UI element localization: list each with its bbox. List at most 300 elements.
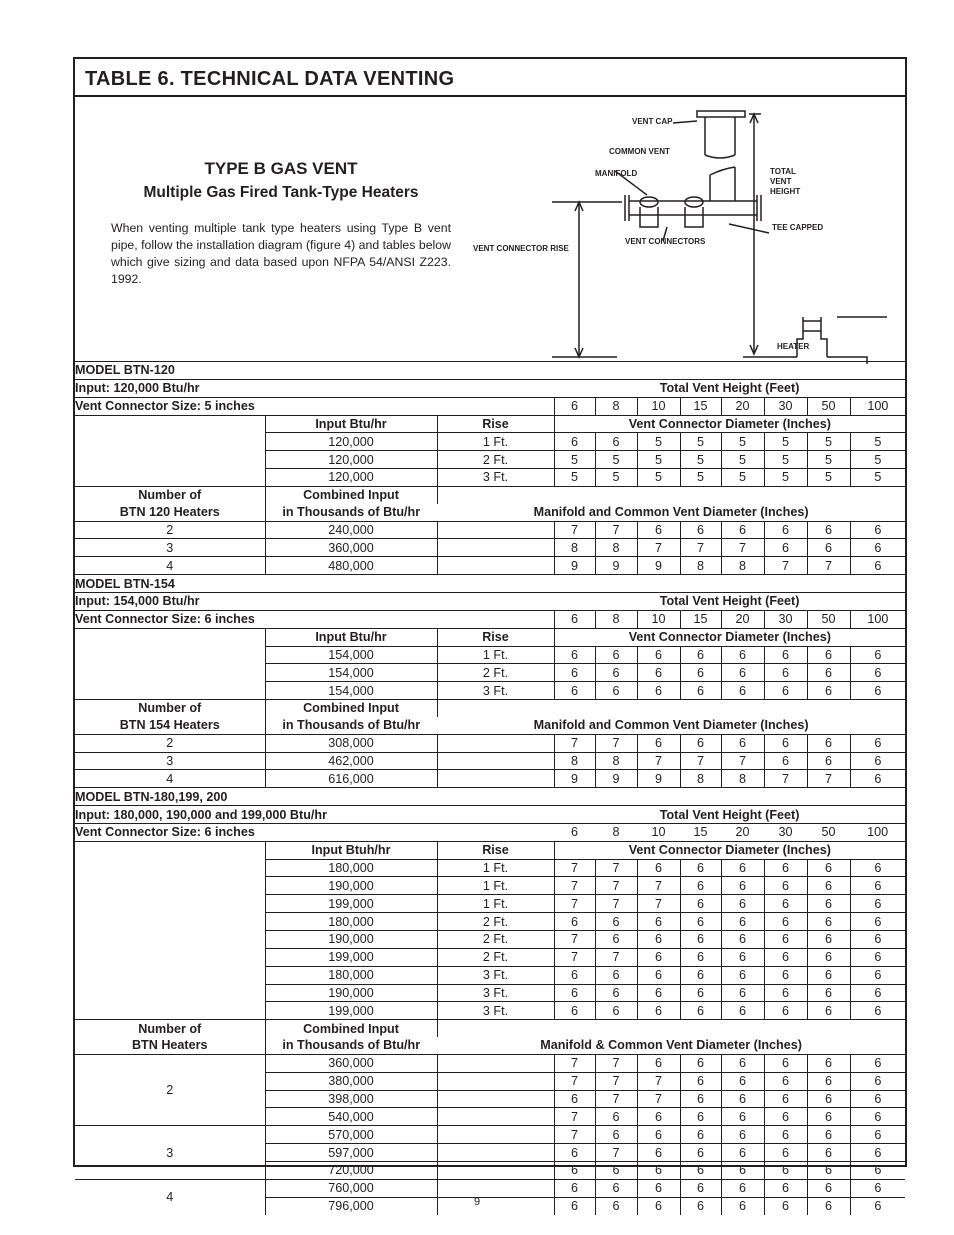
diameter-value: 5: [554, 451, 595, 469]
diameter-value: 7: [554, 521, 595, 539]
diameter-value: 6: [554, 1002, 595, 1020]
label-total-vent-height-3: HEIGHT: [770, 187, 801, 196]
diameter-value: 5: [721, 433, 764, 451]
heater-count: 3: [75, 1126, 265, 1180]
input-value: 190,000: [265, 984, 437, 1002]
diameter-value: 6: [637, 1179, 680, 1197]
diameter-value: 6: [637, 1108, 680, 1126]
input-value: 199,000: [265, 1002, 437, 1020]
intro-subheading: Multiple Gas Fired Tank-Type Heaters: [143, 184, 419, 201]
combined-label-line2: in Thousands of Btu/hr: [265, 1037, 437, 1054]
diameter-value: 7: [554, 877, 595, 895]
manifold-header-row: [75, 1037, 905, 1054]
diameter-value: 6: [764, 1161, 807, 1179]
blank-cell: [437, 1179, 554, 1197]
diameter-value: 6: [637, 1144, 680, 1162]
manifold-header-row: [75, 700, 905, 717]
diameter-value: 6: [637, 646, 680, 664]
combined-input-value: 796,000: [265, 1197, 437, 1214]
diameter-value: 6: [764, 646, 807, 664]
height-header: 50: [807, 823, 850, 841]
height-header: 10: [637, 823, 680, 841]
diameter-value: 6: [721, 1054, 764, 1072]
diameter-value: 6: [595, 664, 637, 682]
diameter-value: 6: [850, 734, 905, 752]
label-total-vent-height-1: TOTAL: [770, 167, 796, 176]
manifold-header-row: [75, 486, 905, 503]
height-header: 100: [850, 823, 905, 841]
diameter-value: 6: [764, 1108, 807, 1126]
diameter-value: 7: [764, 770, 807, 788]
diameter-value: 6: [764, 877, 807, 895]
diameter-value: 6: [721, 966, 764, 984]
height-header: 50: [807, 397, 850, 415]
diameter-value: 6: [680, 1108, 721, 1126]
height-header: 8: [595, 397, 637, 415]
diameter-value: 7: [595, 1072, 637, 1090]
diameter-value: 6: [595, 1126, 637, 1144]
diameter-value: 6: [595, 1161, 637, 1179]
diameter-value: 8: [680, 557, 721, 575]
diameter-value: 6: [807, 1197, 850, 1214]
height-header: 20: [721, 823, 764, 841]
height-header: 30: [764, 823, 807, 841]
diameter-value: 6: [595, 682, 637, 700]
heater-count: 4: [75, 1179, 265, 1214]
input-row: [75, 806, 905, 824]
heater-count: 3: [75, 539, 265, 557]
diameter-value: 8: [595, 539, 637, 557]
rise-value: 2 Ft.: [437, 931, 554, 949]
diameter-value: 6: [637, 1054, 680, 1072]
diameter-value: 7: [595, 1090, 637, 1108]
total-vent-height-label: Total Vent Height (Feet): [554, 806, 905, 824]
diameter-value: 6: [637, 859, 680, 877]
diameter-value: 6: [850, 948, 905, 966]
input-value: 120,000: [265, 469, 437, 487]
diameter-value: 6: [764, 734, 807, 752]
manifold-header-row: [75, 717, 905, 734]
diameter-value: 6: [721, 913, 764, 931]
diameter-value: 6: [764, 984, 807, 1002]
column-header-row: [75, 628, 905, 646]
diameter-value: 6: [850, 1126, 905, 1144]
model-input: Input: 180,000, 190,000 and 199,000 Btu/hr: [75, 806, 554, 824]
diameter-value: 6: [721, 1108, 764, 1126]
diameter-value: 6: [807, 1161, 850, 1179]
combined-label-line1: Combined Input: [265, 486, 437, 503]
venting-data-table: [75, 361, 905, 1215]
total-vent-height-label: Total Vent Height (Feet): [554, 379, 905, 397]
connector-size-row: [75, 610, 905, 628]
diameter-value: 6: [721, 931, 764, 949]
diameter-value: 6: [680, 664, 721, 682]
diameter-value: 9: [637, 557, 680, 575]
input-value: 180,000: [265, 966, 437, 984]
diameter-value: 5: [637, 469, 680, 487]
diameter-value: 6: [680, 895, 721, 913]
rise-header: Rise: [437, 628, 554, 646]
combined-input-value: 240,000: [265, 521, 437, 539]
height-header: 50: [807, 610, 850, 628]
diameter-value: 6: [721, 682, 764, 700]
label-vent-connector-rise: VENT CONNECTOR RISE: [473, 244, 569, 253]
common-vent-pipe: [705, 117, 735, 155]
vent-connector-diameter-header: Vent Connector Diameter (Inches): [554, 415, 905, 433]
manifold-header-row: [75, 504, 905, 521]
connector-size: Vent Connector Size: 6 inches: [75, 610, 554, 628]
input-value: 180,000: [265, 913, 437, 931]
diameter-value: 6: [764, 521, 807, 539]
connector-size: Vent Connector Size: 6 inches: [75, 823, 554, 841]
manifold-pipe: [629, 201, 757, 215]
diameter-value: 6: [595, 433, 637, 451]
diameter-value: 7: [721, 539, 764, 557]
combined-label-line2: in Thousands of Btu/hr: [265, 504, 437, 521]
manifold-diameter-header: Manifold & Common Vent Diameter (Inches): [540, 1038, 802, 1053]
diameter-value: 6: [764, 913, 807, 931]
diameter-value: 6: [807, 913, 850, 931]
diameter-value: 5: [595, 451, 637, 469]
height-header: 6: [554, 397, 595, 415]
number-label-line1: Number of: [75, 700, 265, 717]
diameter-value: 6: [850, 1197, 905, 1214]
diameter-value: 6: [721, 984, 764, 1002]
diameter-value: 7: [554, 1054, 595, 1072]
input-value: 154,000: [265, 682, 437, 700]
diameter-value: 5: [721, 469, 764, 487]
diameter-value: 5: [850, 433, 905, 451]
diameter-value: 6: [721, 1179, 764, 1197]
height-header: 10: [637, 397, 680, 415]
height-header: 6: [554, 610, 595, 628]
rise-value: 2 Ft.: [437, 913, 554, 931]
diameter-value: 6: [807, 682, 850, 700]
model-name: MODEL BTN-180,199, 200: [75, 788, 905, 806]
diameter-value: 5: [764, 469, 807, 487]
diameter-value: 5: [680, 451, 721, 469]
height-header: 15: [680, 397, 721, 415]
page-number: 9: [473, 1196, 481, 1208]
blank-cell: [437, 1108, 554, 1126]
diameter-value: 6: [680, 966, 721, 984]
diameter-value: 6: [680, 1144, 721, 1162]
diameter-value: 6: [850, 752, 905, 770]
label-total-vent-height-2: VENT: [770, 177, 792, 186]
column-header-row: [75, 841, 905, 859]
height-header: 8: [595, 610, 637, 628]
diameter-value: 6: [554, 966, 595, 984]
diameter-value: 6: [721, 734, 764, 752]
diameter-value: 7: [680, 752, 721, 770]
diameter-value: 5: [637, 433, 680, 451]
venting-diagram: [467, 99, 907, 364]
diameter-value: 6: [807, 1054, 850, 1072]
diameter-value: 6: [721, 664, 764, 682]
manifold-data-row: [75, 1054, 905, 1072]
input-value: 190,000: [265, 931, 437, 949]
rise-value: 3 Ft.: [437, 1002, 554, 1020]
diameter-value: 6: [850, 984, 905, 1002]
combined-input-value: 360,000: [265, 539, 437, 557]
number-label-line1: Number of: [75, 1020, 265, 1037]
diameter-value: 6: [764, 1072, 807, 1090]
diameter-value: 6: [850, 1002, 905, 1020]
diameter-value: 7: [764, 557, 807, 575]
blank-cell: [437, 1020, 905, 1037]
diameter-value: 6: [680, 1002, 721, 1020]
diameter-value: 6: [721, 1161, 764, 1179]
blank-cell: [437, 521, 554, 539]
diameter-value: 6: [764, 1002, 807, 1020]
diameter-value: 6: [595, 1179, 637, 1197]
input-value: 199,000: [265, 895, 437, 913]
diameter-value: 6: [595, 1197, 637, 1214]
heater-count: 2: [75, 734, 265, 752]
rise-value: 3 Ft.: [437, 682, 554, 700]
combined-input-value: 308,000: [265, 734, 437, 752]
diameter-value: 6: [595, 913, 637, 931]
blank-cell: [437, 1161, 554, 1179]
vent-connector-diameter-header: Vent Connector Diameter (Inches): [554, 841, 905, 859]
rise-value: 1 Ft.: [437, 859, 554, 877]
diameter-value: 7: [554, 948, 595, 966]
diameter-value: 6: [764, 1054, 807, 1072]
rise-value: 2 Ft.: [437, 664, 554, 682]
diameter-value: 7: [807, 770, 850, 788]
diameter-value: 6: [764, 1197, 807, 1214]
blank-cell: [75, 841, 265, 1019]
blank-cell: [437, 1072, 554, 1090]
heater-count: 3: [75, 752, 265, 770]
combined-input-value: 462,000: [265, 752, 437, 770]
input-value: 199,000: [265, 948, 437, 966]
input-value: 190,000: [265, 877, 437, 895]
diameter-value: 6: [764, 966, 807, 984]
diameter-value: 7: [637, 539, 680, 557]
label-heater: HEATER: [777, 342, 810, 351]
diameter-value: 6: [554, 1179, 595, 1197]
diameter-value: 5: [807, 469, 850, 487]
diameter-value: 7: [595, 877, 637, 895]
diameter-value: 7: [595, 948, 637, 966]
diameter-value: 6: [807, 1126, 850, 1144]
diameter-value: 6: [680, 1179, 721, 1197]
diameter-value: 6: [850, 664, 905, 682]
diameter-value: 6: [807, 664, 850, 682]
diameter-value: 6: [850, 682, 905, 700]
diameter-value: 7: [637, 895, 680, 913]
height-header: 100: [850, 397, 905, 415]
diameter-value: 6: [721, 859, 764, 877]
model-input: Input: 154,000 Btu/hr: [75, 592, 554, 610]
diameter-value: 6: [807, 895, 850, 913]
diameter-value: 6: [721, 1197, 764, 1214]
diameter-value: 6: [764, 1179, 807, 1197]
diameter-value: 6: [850, 1054, 905, 1072]
diameter-value: 7: [554, 734, 595, 752]
intro-section: [111, 159, 451, 288]
diameter-value: 6: [764, 752, 807, 770]
label-vent-cap: VENT CAP: [632, 117, 673, 126]
label-tee-capped: TEE CAPPED: [772, 223, 824, 232]
diameter-value: 6: [807, 539, 850, 557]
diameter-value: 6: [680, 646, 721, 664]
diameter-value: 6: [850, 1179, 905, 1197]
diameter-value: 6: [637, 984, 680, 1002]
diameter-value: 5: [721, 451, 764, 469]
diameter-value: 6: [807, 984, 850, 1002]
diameter-value: 6: [807, 1090, 850, 1108]
diameter-value: 6: [807, 1179, 850, 1197]
diameter-value: 7: [554, 859, 595, 877]
diameter-value: 6: [764, 1126, 807, 1144]
diameter-value: 6: [680, 682, 721, 700]
table-frame: [73, 57, 907, 1214]
diameter-value: 6: [680, 521, 721, 539]
diameter-value: 6: [637, 682, 680, 700]
diameter-value: 7: [595, 895, 637, 913]
diameter-value: 6: [680, 877, 721, 895]
diameter-value: 5: [764, 451, 807, 469]
height-header: 15: [680, 823, 721, 841]
diameter-value: 8: [721, 770, 764, 788]
input-btu-header: Input Btuh/hr: [265, 841, 437, 859]
diameter-value: 6: [680, 984, 721, 1002]
combined-input-value: 380,000: [265, 1072, 437, 1090]
diameter-value: 6: [637, 1126, 680, 1144]
diameter-value: 6: [764, 931, 807, 949]
diameter-value: 7: [595, 1054, 637, 1072]
diameter-value: 9: [595, 557, 637, 575]
manifold-data-row: [75, 752, 905, 770]
combined-input-value: 360,000: [265, 1054, 437, 1072]
diameter-value: 6: [850, 1144, 905, 1162]
height-header: 15: [680, 610, 721, 628]
blank-cell: [437, 770, 554, 788]
blank-cell: [437, 557, 554, 575]
diameter-value: 6: [807, 948, 850, 966]
vent-connector-diameter-header: Vent Connector Diameter (Inches): [554, 628, 905, 646]
blank-cell: [437, 1090, 554, 1108]
diameter-value: 6: [680, 913, 721, 931]
blank-cell: [75, 415, 265, 486]
diameter-value: 6: [554, 913, 595, 931]
input-row: [75, 379, 905, 397]
rise-header: Rise: [437, 415, 554, 433]
diameter-value: 6: [764, 664, 807, 682]
label-vent-connectors: VENT CONNECTORS: [625, 237, 706, 246]
combined-label-line1: Combined Input: [265, 1020, 437, 1037]
rise-value: 3 Ft.: [437, 984, 554, 1002]
input-btu-header: Input Btu/hr: [265, 628, 437, 646]
height-header: 6: [554, 823, 595, 841]
diameter-value: 6: [850, 1161, 905, 1179]
height-header: 30: [764, 397, 807, 415]
heater-count: 4: [75, 770, 265, 788]
diameter-value: 6: [721, 877, 764, 895]
diameter-value: 7: [807, 557, 850, 575]
diameter-value: 6: [721, 1002, 764, 1020]
diameter-value: 6: [721, 895, 764, 913]
rise-value: 3 Ft.: [437, 966, 554, 984]
combined-input-value: 570,000: [265, 1126, 437, 1144]
title-bar: [75, 59, 905, 97]
diameter-value: 6: [807, 931, 850, 949]
diameter-value: 8: [554, 752, 595, 770]
combined-input-value: 480,000: [265, 557, 437, 575]
diameter-value: 6: [850, 1090, 905, 1108]
input-value: 180,000: [265, 859, 437, 877]
diameter-value: 6: [554, 646, 595, 664]
diameter-value: 6: [721, 1126, 764, 1144]
height-header: 10: [637, 610, 680, 628]
blank-cell: [437, 1144, 554, 1162]
diameter-value: 7: [637, 752, 680, 770]
diameter-value: 6: [637, 734, 680, 752]
diameter-value: 7: [637, 1072, 680, 1090]
input-btu-header: Input Btu/hr: [265, 415, 437, 433]
diameter-value: 6: [850, 913, 905, 931]
diameter-value: 6: [595, 1108, 637, 1126]
connector-size-row: [75, 397, 905, 415]
diameter-value: 6: [554, 682, 595, 700]
diameter-value: 6: [764, 1090, 807, 1108]
number-label-line2: BTN 120 Heaters: [119, 505, 220, 520]
diameter-value: 6: [850, 859, 905, 877]
manifold-data-row: [75, 1126, 905, 1144]
input-value: 120,000: [265, 451, 437, 469]
diameter-value: 6: [807, 734, 850, 752]
rise-value: 2 Ft.: [437, 451, 554, 469]
diameter-value: 5: [850, 469, 905, 487]
diameter-value: 6: [721, 1072, 764, 1090]
manifold-data-row: [75, 557, 905, 575]
diameter-value: 7: [554, 1108, 595, 1126]
blank-cell: [437, 539, 554, 557]
diameter-value: 5: [807, 433, 850, 451]
diameter-value: 6: [850, 521, 905, 539]
intro-body: When venting multiple tank type heaters using Type B vent pipe, follow the installation diagram (figure 4) and tables below which give sizing and data based upon NFPA 54/ANSI Z223. 1992.: [111, 221, 451, 286]
diameter-value: 6: [637, 913, 680, 931]
diameter-value: 6: [637, 966, 680, 984]
diameter-value: 6: [680, 1054, 721, 1072]
blank-cell: [437, 734, 554, 752]
diameter-value: 6: [807, 1072, 850, 1090]
connector-size: Vent Connector Size: 5 inches: [75, 397, 554, 415]
height-header: 8: [595, 823, 637, 841]
blank-cell: [437, 1054, 554, 1072]
diameter-value: 6: [850, 1072, 905, 1090]
rise-value: 3 Ft.: [437, 469, 554, 487]
diameter-value: 7: [554, 1072, 595, 1090]
diameter-value: 6: [680, 1090, 721, 1108]
heater-count: 2: [75, 521, 265, 539]
diameter-value: 6: [554, 664, 595, 682]
diameter-value: 6: [595, 931, 637, 949]
rise-value: 1 Ft.: [437, 877, 554, 895]
number-label-line1: Number of: [75, 486, 265, 503]
diameter-value: 7: [595, 1144, 637, 1162]
diameter-value: 8: [721, 557, 764, 575]
diameter-value: 6: [807, 1108, 850, 1126]
diameter-value: 6: [721, 1144, 764, 1162]
manifold-data-row: [75, 734, 905, 752]
manifold-data-row: [75, 770, 905, 788]
number-label-line2: BTN Heaters: [131, 1038, 208, 1053]
combined-input-value: 540,000: [265, 1108, 437, 1126]
combined-label-line1: Combined Input: [265, 700, 437, 717]
